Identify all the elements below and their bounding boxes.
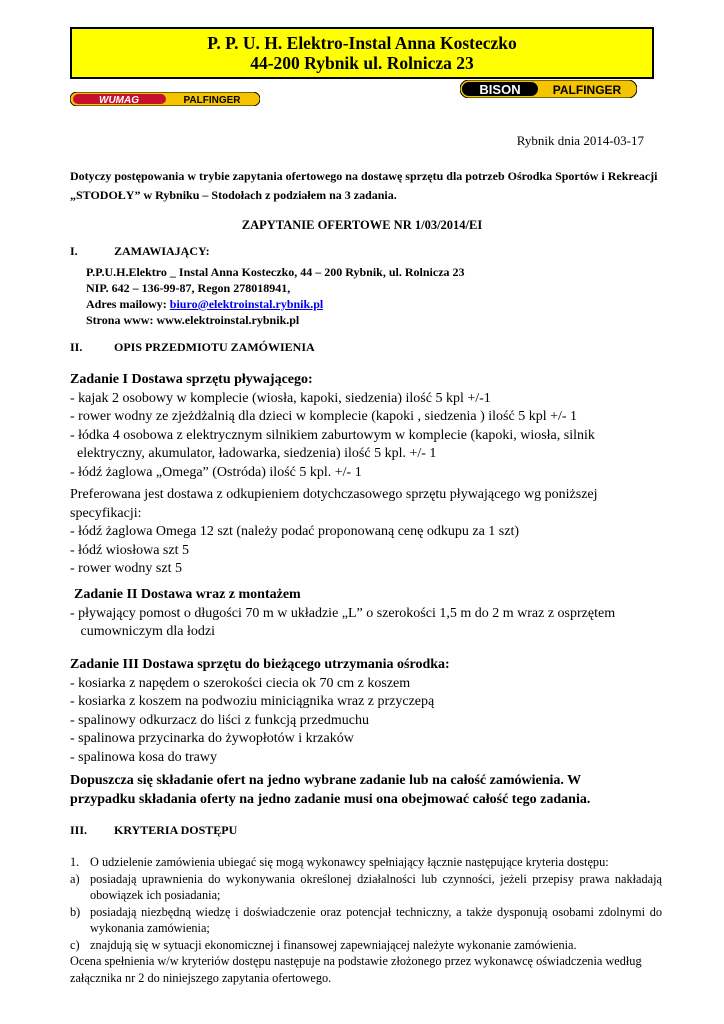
list-item: - łódź żaglowa „Omega” (Ostróda) ilość 5 kpl. +/- 1	[70, 464, 362, 480]
item-text: posiadają niezbędną wiedzę i doświadczenie oraz potencjał techniczny, a także dysponują osobami zdolnymi do wykonania zamówienia;	[90, 904, 662, 935]
section-number: I.	[70, 244, 78, 258]
list-item: - łódka 4 osobowa z elektrycznym silnikiem zaburtowym w komplecie (kapoki, wiosła, silnik	[70, 427, 595, 443]
list-item: cumowniczym dla łodzi	[70, 624, 216, 639]
item-text: O udzielenie zamówienia ubiegać się mogą wykonawcy spełniający łącznie następujące kryteria dostępu:	[90, 855, 609, 869]
list-item: - pływający pomost o długości 70 m w układzie „L” o szerokości 1,5 m do 2 m wraz z osprzętem	[70, 605, 616, 621]
email-label: Adres mailowy:	[86, 297, 170, 311]
criteria-item	[70, 904, 662, 937]
company-address: 44-200 Rybnik ul. Rolnicza 23	[250, 53, 474, 73]
paragraph-line: przypadku składania oferty na jedno zadanie musi ona obejmować całość tego zadania.	[70, 791, 591, 807]
list-item: - łódź żaglowa Omega 12 szt (należy podać proponowaną cenę odkupu za 1 szt)	[70, 524, 519, 539]
svg-text:WUMAG: WUMAG	[99, 95, 139, 106]
document-title: ZAPYTANIE OFERTOWE NR 1/03/2014/EI	[241, 218, 483, 232]
orderer-address	[86, 264, 465, 328]
list-item: - kajak 2 osobowy w komplecie (wiosła, kapoki, siedzenia) ilość 5 kpl +/-1	[70, 390, 491, 406]
list-item: - spalinowa kosa do trawy	[70, 749, 217, 765]
item-text: znajdują się w sytuacji ekonomicznej i finansowej zapewniającej należyte wykonanie zamówienia.	[90, 937, 577, 952]
item-marker: a)	[70, 871, 80, 886]
wumag-palfinger-logo	[70, 92, 260, 106]
intro-paragraph: Dotyczy postępowania w trybie zapytania ofertowego na dostawę sprzętu dla potrzeb Ośrodka Sportów i Rekreacji „STODOŁY” w Rybniku – Stodołach z podziałem na 3 zadania.	[70, 169, 658, 202]
task-3-title: Zadanie III Dostawa sprzętu do bieżącego utrzymania ośrodka:	[70, 657, 450, 672]
svg-text:PALFINGER: PALFINGER	[552, 83, 622, 97]
bison-palfinger-logo	[460, 80, 637, 98]
section-label: OPIS PRZEDMIOTU ZAMÓWIENIA	[114, 340, 315, 354]
list-item: elektryczny, akumulator, ładowarka, siedzenia) ilość 5 kpl. +/- 1	[70, 446, 437, 461]
list-item: - rower wodny szt 5	[70, 561, 182, 576]
section-label: KRYTERIA DOSTĘPU	[114, 823, 238, 837]
section-number: II.	[70, 340, 83, 354]
section-3-heading	[70, 823, 237, 838]
svg-text:PALFINGER: PALFINGER	[183, 95, 241, 106]
item-marker: c)	[70, 937, 80, 952]
criteria-item	[70, 871, 662, 904]
task-1-title: Zadanie I Dostawa sprzętu pływającego:	[70, 372, 313, 387]
www-line: Strona www: www.elektroinstal.rybnik.pl	[86, 313, 300, 327]
access-criteria	[70, 854, 662, 986]
email-link[interactable]: biuro@elektroinstal.rybnik.pl	[169, 297, 324, 311]
section-2-heading	[70, 340, 315, 355]
section-number: III.	[70, 823, 88, 837]
list-item: - spalinowa przycinarka do żywopłotów i krzaków	[70, 731, 354, 746]
list-item: - spalinowy odkurzacz do liści z funkcją przedmuchu	[70, 712, 369, 728]
company-header	[70, 27, 654, 79]
address-line: NIP. 642 – 136-99-87, Regon 278018941,	[86, 281, 291, 295]
paragraph-line: Dopuszcza się składanie ofert na jedno wybrane zadanie lub na całość zamówienia. W	[70, 773, 582, 788]
list-item: - kosiarka z napędem o szerokości ciecia ok 70 cm z koszem	[70, 675, 411, 691]
task-1	[70, 371, 670, 482]
svg-text:BISON: BISON	[479, 82, 521, 97]
list-item: - kosiarka z koszem na podwoziu miniciągnika wraz z przyczepą	[70, 694, 435, 709]
criteria-closing: Ocena spełnienia w/w kryteriów dostępu następuje na podstawie złożonego przez wykonawcę oświadczenia według załącznika nr 2 do niniejszego zapytania ofertowego.	[70, 954, 642, 985]
section-1-heading	[70, 244, 210, 259]
item-text: posiadają uprawnienia do wykonywania określonej działalności lub czynności, jeżeli przepisy prawa nakładają obowiązek ich posiadania;	[90, 871, 662, 902]
section-label: ZAMAWIAJĄCY:	[114, 244, 210, 258]
address-line: P.P.U.H.Elektro _ Instal Anna Kosteczko, 44 – 200 Rybnik, ul. Rolnicza 23	[86, 265, 465, 279]
list-item: - rower wodny ze zjeżdżalnią dla dzieci w komplecie (kapoki , siedzenia ) ilość 5 kpl +/- 1	[70, 409, 578, 424]
task-2-title: Zadanie II Dostawa wraz z montażem	[74, 587, 301, 602]
document-date: Rybnik dnia 2014-03-17	[516, 133, 644, 148]
paragraph-line: specyfikacji:	[70, 505, 142, 521]
list-item: - łódź wiosłowa szt 5	[70, 542, 189, 558]
criteria-item	[70, 854, 662, 871]
item-marker: 1.	[70, 855, 80, 869]
preferred-delivery	[70, 486, 670, 579]
criteria-item	[70, 937, 662, 954]
task-3	[70, 656, 670, 767]
submission-note	[70, 772, 670, 809]
paragraph-line: Preferowana jest dostawa z odkupieniem dotychczasowego sprzętu pływającego wg poniższej	[70, 487, 598, 502]
company-name: P. P. U. H. Elektro-Instal Anna Kosteczko	[207, 33, 517, 53]
item-marker: b)	[70, 904, 81, 919]
task-2	[70, 586, 680, 642]
email-line	[86, 296, 465, 312]
